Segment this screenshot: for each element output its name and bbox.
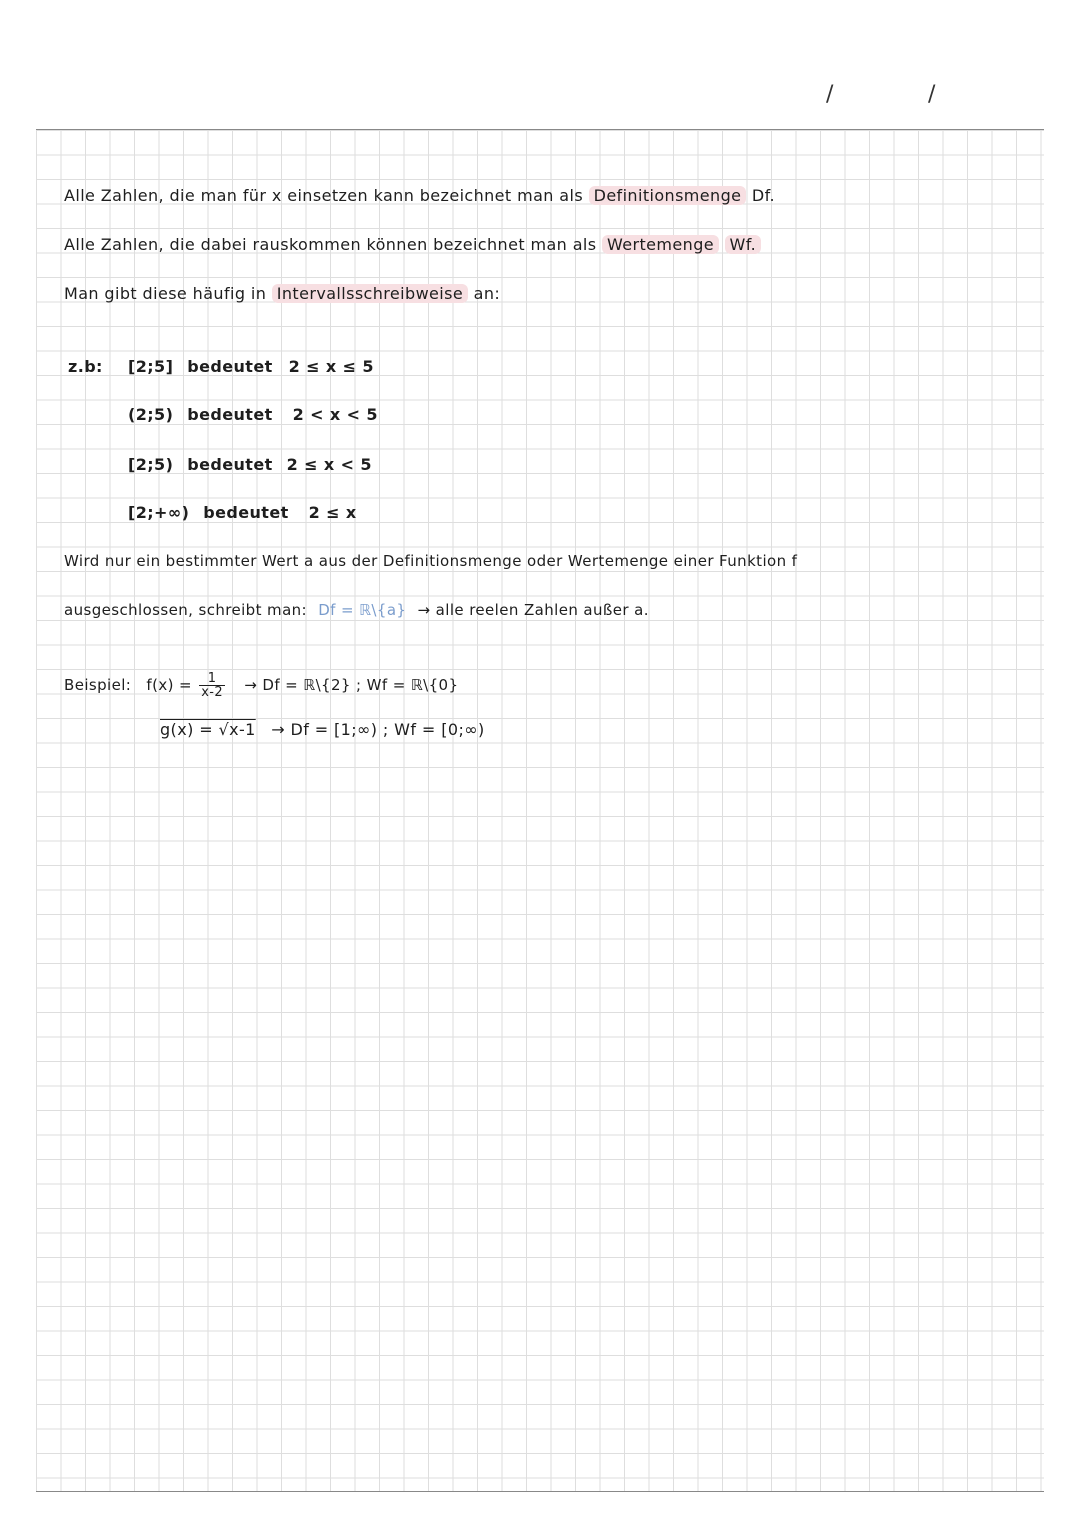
intervallsschreibweise-highlight: Intervallsschreibweise: [272, 284, 468, 303]
bedeutet-word: bedeutet: [187, 455, 273, 474]
interval-notation: (2;5): [128, 405, 174, 424]
example-row: [128, 455, 372, 474]
interval-notation: [2;5): [128, 455, 174, 474]
example-row: [128, 405, 378, 424]
wertemenge-line: [64, 235, 761, 254]
intervall-line: [64, 284, 500, 303]
interval-notation: [2;+∞): [128, 503, 190, 522]
date-slash-year: /: [928, 82, 936, 107]
exclusion-explanation: → alle reelen Zahlen außer a.: [417, 601, 649, 619]
example-row: [128, 503, 357, 522]
example-row: [128, 357, 374, 376]
g-definition: g(x) = √x-1: [160, 720, 256, 739]
inequality: 2 ≤ x: [308, 503, 357, 522]
exclusion-line-2: [64, 601, 649, 619]
intervall-suffix: an:: [473, 284, 501, 303]
f-fraction: [199, 672, 225, 699]
wertemenge-text: Alle Zahlen, die dabei rauskommen können bezeichnet man als: [64, 235, 597, 254]
exclusion-formula: Df = ℝ\{a}: [318, 601, 407, 619]
inequality: 2 ≤ x < 5: [286, 455, 372, 474]
g-domain-range: → Df = [1;∞) ; Wf = [0;∞): [271, 720, 485, 739]
example-label: z.b:: [68, 357, 103, 376]
f-definition: f(x) =: [146, 676, 193, 694]
beispiel-row-f: [64, 672, 458, 699]
f-domain-range: → Df = ℝ\{2} ; Wf = ℝ\{0}: [244, 676, 459, 694]
date-slash-month: /: [826, 82, 834, 107]
f-denominator: x-2: [201, 685, 224, 700]
exclusion-line-1: Wird nur ein bestimmter Wert a aus der Definitionsmenge oder Wertemenge einer Funktion f: [64, 552, 798, 570]
inequality: 2 < x < 5: [292, 405, 378, 424]
f-numerator: 1: [199, 672, 225, 686]
bedeutet-word: bedeutet: [187, 405, 273, 424]
definitionsmenge-highlight: Definitionsmenge: [589, 186, 747, 205]
interval-notation: [2;5]: [128, 357, 174, 376]
bedeutet-word: bedeutet: [187, 357, 273, 376]
beispiel-label: Beispiel:: [64, 676, 132, 694]
intervall-text: Man gibt diese häufig in: [64, 284, 267, 303]
wf-symbol: Wf.: [725, 235, 762, 254]
exclusion-text: ausgeschlossen, schreibt man:: [64, 601, 308, 619]
wertemenge-highlight: Wertemenge: [602, 235, 719, 254]
beispiel-row-g: [160, 720, 485, 739]
inequality: 2 ≤ x ≤ 5: [288, 357, 374, 376]
bedeutet-word: bedeutet: [203, 503, 289, 522]
definition-line: [64, 186, 775, 205]
grid-paper: [36, 129, 1044, 1492]
definition-text: Alle Zahlen, die man für x einsetzen kann bezeichnet man als: [64, 186, 584, 205]
df-symbol: Df.: [751, 186, 775, 205]
